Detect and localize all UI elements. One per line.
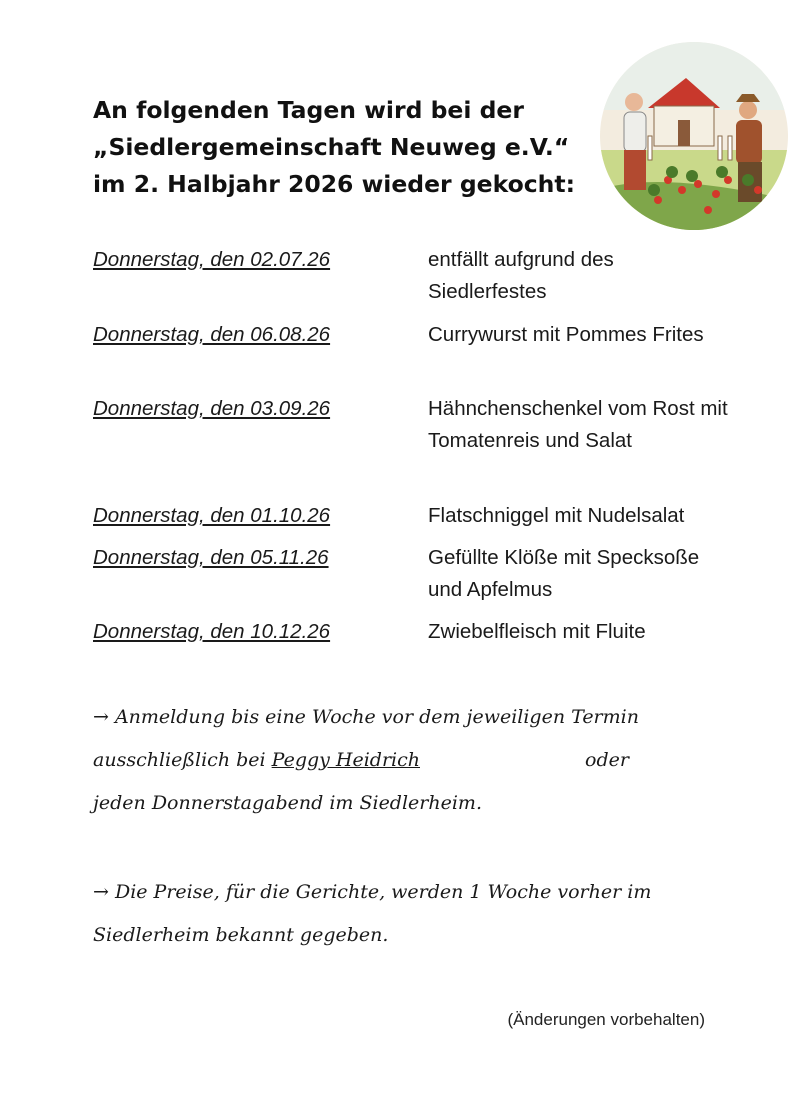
title-line-1: An folgenden Tagen wird bei der bbox=[93, 96, 524, 124]
schedule-meal: Zwiebelfleisch mit Fluite bbox=[428, 620, 646, 643]
garden-illustration bbox=[598, 40, 790, 232]
schedule-meal: Flatschniggel mit Nudelsalat bbox=[428, 504, 685, 527]
schedule-date: Donnerstag, den 10.12.26 bbox=[93, 620, 331, 643]
registration-prefix: ausschließlich bei bbox=[93, 749, 272, 771]
schedule-date: Donnerstag, den 02.07.26 bbox=[93, 248, 331, 271]
registration-line-3: jeden Donnerstagabend im Siedlerheim. bbox=[93, 792, 482, 814]
registration-note bbox=[93, 696, 733, 825]
schedule-date: Donnerstag, den 01.10.26 bbox=[93, 504, 331, 527]
redacted-area bbox=[420, 750, 585, 772]
schedule-meal: Currywurst mit Pommes Frites bbox=[428, 323, 704, 346]
schedule-meal: Hähnchenschenkel vom Rost mit Tomatenreis und Salat bbox=[428, 397, 728, 452]
prices-note bbox=[93, 871, 733, 957]
title-line-3: im 2. Halbjahr 2026 wieder gekocht: bbox=[93, 170, 576, 198]
footer-disclaimer: (Änderungen vorbehalten) bbox=[507, 1010, 705, 1029]
registration-line-1: → Anmeldung bis eine Woche vor dem jeweiligen Termin bbox=[93, 706, 639, 728]
schedule-date: Donnerstag, den 05.11.26 bbox=[93, 546, 329, 569]
schedule-date: Donnerstag, den 06.08.26 bbox=[93, 323, 331, 346]
prices-line-2: Siedlerheim bekannt gegeben. bbox=[93, 924, 389, 946]
prices-line-1: → Die Preise, für die Gerichte, werden 1 Woche vorher im bbox=[93, 881, 652, 903]
registration-contact: Peggy Heidrich bbox=[271, 749, 421, 771]
page-title bbox=[93, 92, 613, 203]
title-line-2: „Siedlergemeinschaft Neuweg e.V.“ bbox=[93, 133, 570, 161]
schedule-meal: Gefüllte Klöße mit Specksoße und Apfelmus bbox=[428, 546, 700, 601]
registration-line-2 bbox=[93, 739, 733, 782]
schedule-date: Donnerstag, den 03.09.26 bbox=[93, 397, 331, 420]
registration-suffix: oder bbox=[585, 749, 629, 771]
schedule-meal: entfällt aufgrund des Siedlerfestes bbox=[428, 248, 614, 303]
